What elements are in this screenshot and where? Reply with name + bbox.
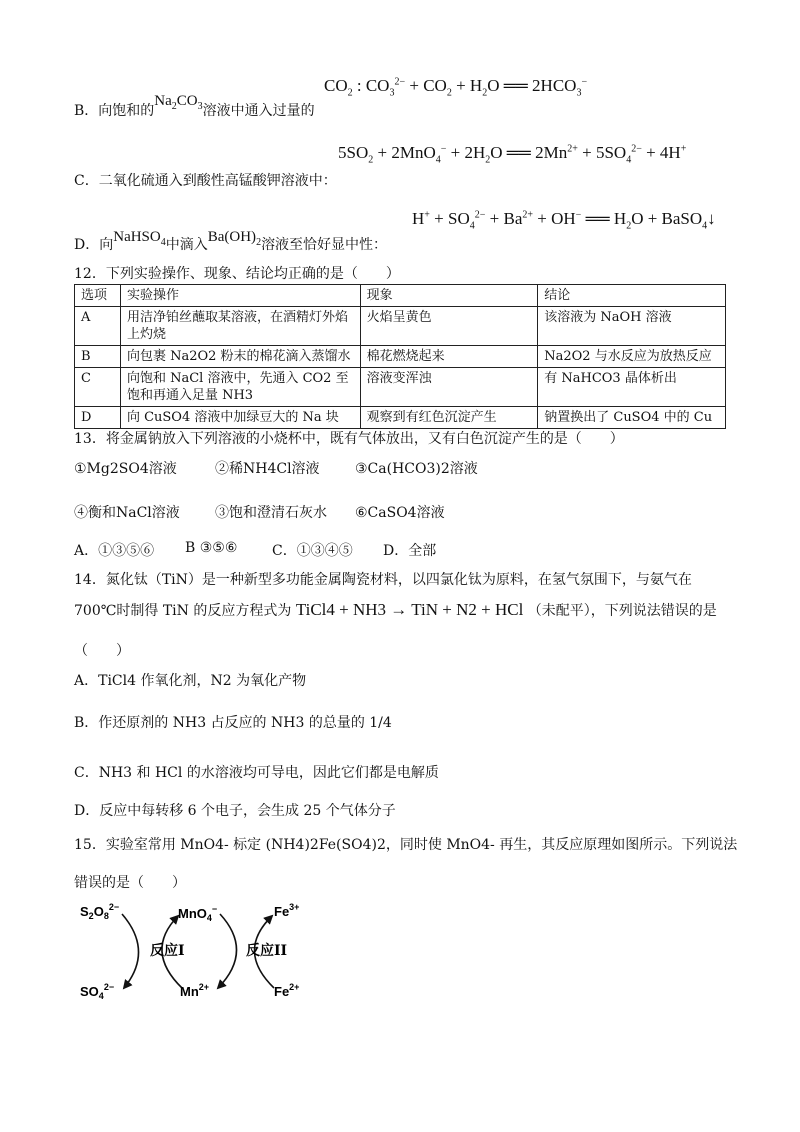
table-header-row bbox=[75, 285, 726, 307]
table-cell: 火焰呈黄色 bbox=[360, 307, 538, 346]
table-cell: B bbox=[75, 346, 121, 368]
q13-stem: 13．将金属钠放入下列溶液的小烧杯中，既有气体放出，又有白色沉淀产生的是（ ） bbox=[74, 431, 624, 447]
table-cell: 棉花燃烧起来 bbox=[360, 346, 538, 368]
table-cell: 观察到有红色沉淀产生 bbox=[360, 407, 538, 429]
q13-item: ①Mg2SO4溶液 bbox=[74, 461, 177, 477]
q14-option-c: C．NH3 和 HCl 的水溶液均可导电，因此它们都是电解质 bbox=[74, 765, 439, 781]
table-row bbox=[75, 346, 726, 368]
so4-label: $SO_4^{2-}$ bbox=[80, 982, 115, 1001]
reaction-cycle-diagram bbox=[74, 896, 314, 1006]
table-row bbox=[75, 368, 726, 407]
q11-b-equation: $CO_2$ : $CO_3^{2-} + CO_2 + H_2O$ ══ $2HCO_3^-$ bbox=[324, 76, 588, 99]
q13-option-c: C．①③④⑤ bbox=[272, 543, 353, 559]
table-cell: C bbox=[75, 368, 121, 407]
q13-option-b: B ③⑤⑥ bbox=[185, 540, 238, 556]
table-cell: D bbox=[75, 407, 121, 429]
q11-d-equation: $H^+ + SO_4^{2-} + Ba^{2+} + OH^-$ ══ $H_2O$ + BaSO$_4$↓ bbox=[412, 209, 716, 232]
arc-mno4-to-mn2 bbox=[218, 914, 237, 988]
table-cell: 钠置换出了 CuSO4 中的 Cu bbox=[538, 407, 726, 429]
table-cell: 向 CuSO4 溶液中加绿豆大的 Na 块 bbox=[120, 407, 360, 429]
q13-item: ②稀NH4Cl溶液 bbox=[215, 461, 320, 477]
fe3-label: $Fe^{3+}$ bbox=[274, 902, 300, 919]
q14-option-b: B．作还原剂的 NH3 占反应的 NH3 的总量的 1/4 bbox=[74, 715, 392, 731]
q13-item: ④衡和NaCl溶液 bbox=[74, 505, 180, 521]
table-cell: 该溶液为 NaOH 溶液 bbox=[538, 307, 726, 346]
q15-stem-line2: 错误的是（ ） bbox=[74, 875, 186, 891]
mno4-label: MnO$_4$− bbox=[178, 904, 218, 923]
table-cell: Na2O2 与水反应为放热反应 bbox=[538, 346, 726, 368]
table-header: 现象 bbox=[360, 285, 538, 307]
arc-s2o8-to-so4 bbox=[122, 914, 139, 988]
table-cell: 有 NaHCO3 晶体析出 bbox=[538, 368, 726, 407]
q14-stem-line1: 14．氮化钛（TiN）是一种新型多功能金属陶瓷材料，以四氯化钛为原料，在氢气氛围下，与氨气在 bbox=[74, 572, 692, 588]
fe2-label: $Fe^{2+}$ bbox=[274, 982, 300, 999]
q13-item: ⑥CaSO4溶液 bbox=[355, 505, 445, 521]
table-cell: 向饱和 NaCl 溶液中，先通入 CO2 至饱和再通入足量 NH3 bbox=[120, 368, 360, 407]
q12-table bbox=[74, 284, 726, 429]
q11-option-d: D．向NaHSO$_4$中滴入$Ba(OH)_2$溶液至恰好显中性： bbox=[74, 229, 388, 253]
s2o8-label: $S_2O_8^{2-}$ bbox=[80, 902, 120, 921]
table-cell: 溶液变浑浊 bbox=[360, 368, 538, 407]
table-cell: 向包裹 Na2O2 粉末的棉花滴入蒸馏水 bbox=[120, 346, 360, 368]
q13-option-d: D．全部 bbox=[383, 543, 437, 559]
reaction-2-label: 反应II bbox=[246, 943, 288, 959]
q13-option-a: A．①③⑤⑥ bbox=[74, 543, 155, 559]
q12-stem: 12．下列实验操作、现象、结论均正确的是（ ） bbox=[74, 266, 400, 282]
table-header: 选项 bbox=[75, 285, 121, 307]
q13-item: ③饱和澄清石灰水 bbox=[215, 505, 327, 521]
table-row bbox=[75, 307, 726, 346]
table-header: 实验操作 bbox=[120, 285, 360, 307]
q14-option-d: D．反应中每转移 6 个电子，会生成 25 个气体分子 bbox=[74, 803, 396, 819]
q15-stem-line1: 15．实验室常用 MnO4- 标定 (NH4)2Fe(SO4)2，同时使 MnO4- 再生，其反应原理如图所示。下列说法 bbox=[74, 837, 738, 853]
q13-item: ③Ca(HCO3)2溶液 bbox=[355, 461, 478, 477]
q11-option-b: B．向饱和的$Na_2CO_3$溶液中通入过量的 bbox=[74, 93, 315, 119]
q14-stem-line2: 700℃时制得 TiN 的反应方程式为 TiCl4 + NH3 → TiN + N2 + HCl （未配平），下列说法错误的是 bbox=[74, 600, 717, 619]
table-row bbox=[75, 407, 726, 429]
table-header: 结论 bbox=[538, 285, 726, 307]
table-cell: 用洁净铂丝蘸取某溶液，在酒精灯外焰上灼烧 bbox=[120, 307, 360, 346]
reaction-1-label: 反应I bbox=[150, 943, 185, 959]
mn2-label: $Mn^{2+}$ bbox=[180, 982, 210, 999]
q14-stem-line3: （ ） bbox=[74, 643, 130, 659]
q11-c-equation: $5SO_2 + 2MnO_4^- + 2H_2O$ ══ $2Mn^{2+} + 5SO_4^{2-} + 4H^+$ bbox=[338, 143, 687, 166]
table-cell: A bbox=[75, 307, 121, 346]
q11-option-c: C．二氧化硫通入到酸性高锰酸钾溶液中： bbox=[74, 173, 337, 189]
q14-option-a: A．TiCl4 作氧化剂，N2 为氧化产物 bbox=[74, 673, 307, 689]
